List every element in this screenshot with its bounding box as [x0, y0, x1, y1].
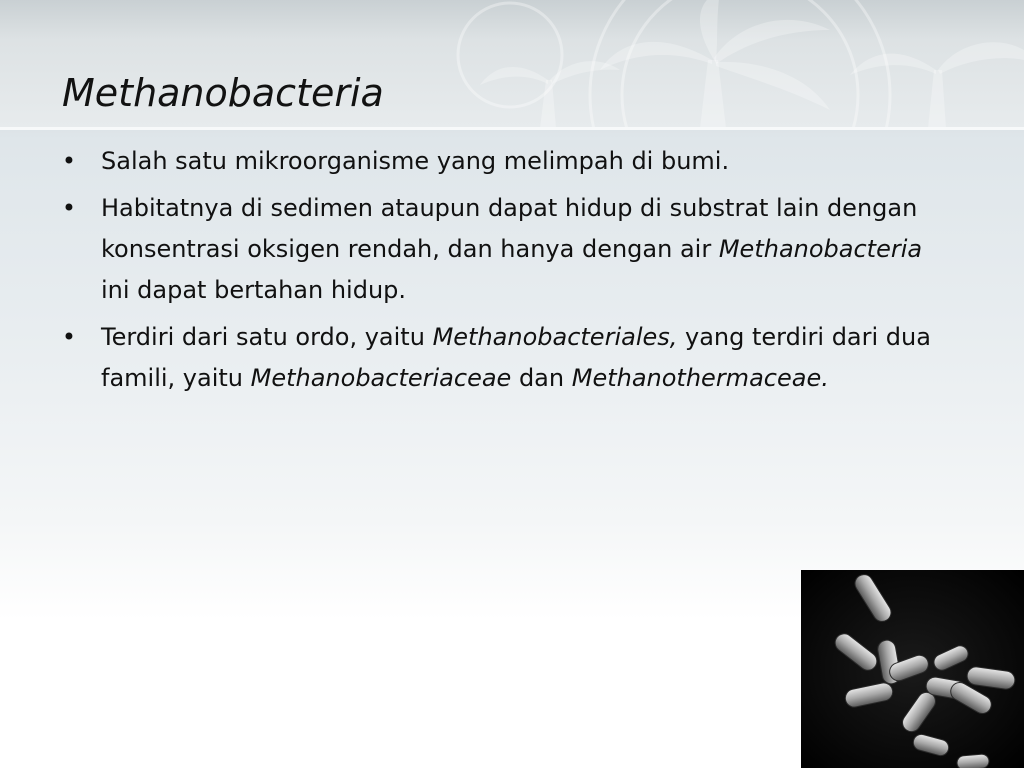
- bullet-text: ini dapat bertahan hidup.: [101, 276, 407, 304]
- taxon-name: Methanothermaceae.: [571, 364, 829, 392]
- bullet-marker: •: [61, 323, 77, 351]
- bullet-text: Habitatnya di sedimen ataupun dapat hidup di substrat lain dengan konsentrasi oksigen rendah, dan hanya dengan air: [101, 194, 918, 263]
- bacteria-micrograph-drawing: [801, 570, 1024, 768]
- header-divider: [0, 127, 1024, 130]
- taxon-name: Methanobacteriaceae: [250, 364, 512, 392]
- bullet-marker: •: [61, 194, 77, 222]
- slide-title: Methanobacteria: [62, 71, 384, 115]
- bullet-text: dan: [511, 364, 572, 392]
- bullet-text: yang terdiri dari dua famili, yaitu: [101, 323, 931, 392]
- bacteria-micrograph-image: [801, 570, 1024, 768]
- bullet-item: [58, 188, 938, 311]
- bullet-text: Salah satu mikroorganisme yang melimpah di bumi.: [101, 147, 730, 175]
- taxon-name: Methanobacteria: [718, 235, 923, 263]
- bullet-item: [58, 317, 938, 399]
- bullet-marker: •: [61, 147, 77, 175]
- bullet-list: [58, 141, 938, 405]
- bullet-item: [58, 141, 938, 182]
- taxon-name: Methanobacteriales,: [432, 323, 678, 351]
- bullet-text: Terdiri dari satu ordo, yaitu: [101, 323, 433, 351]
